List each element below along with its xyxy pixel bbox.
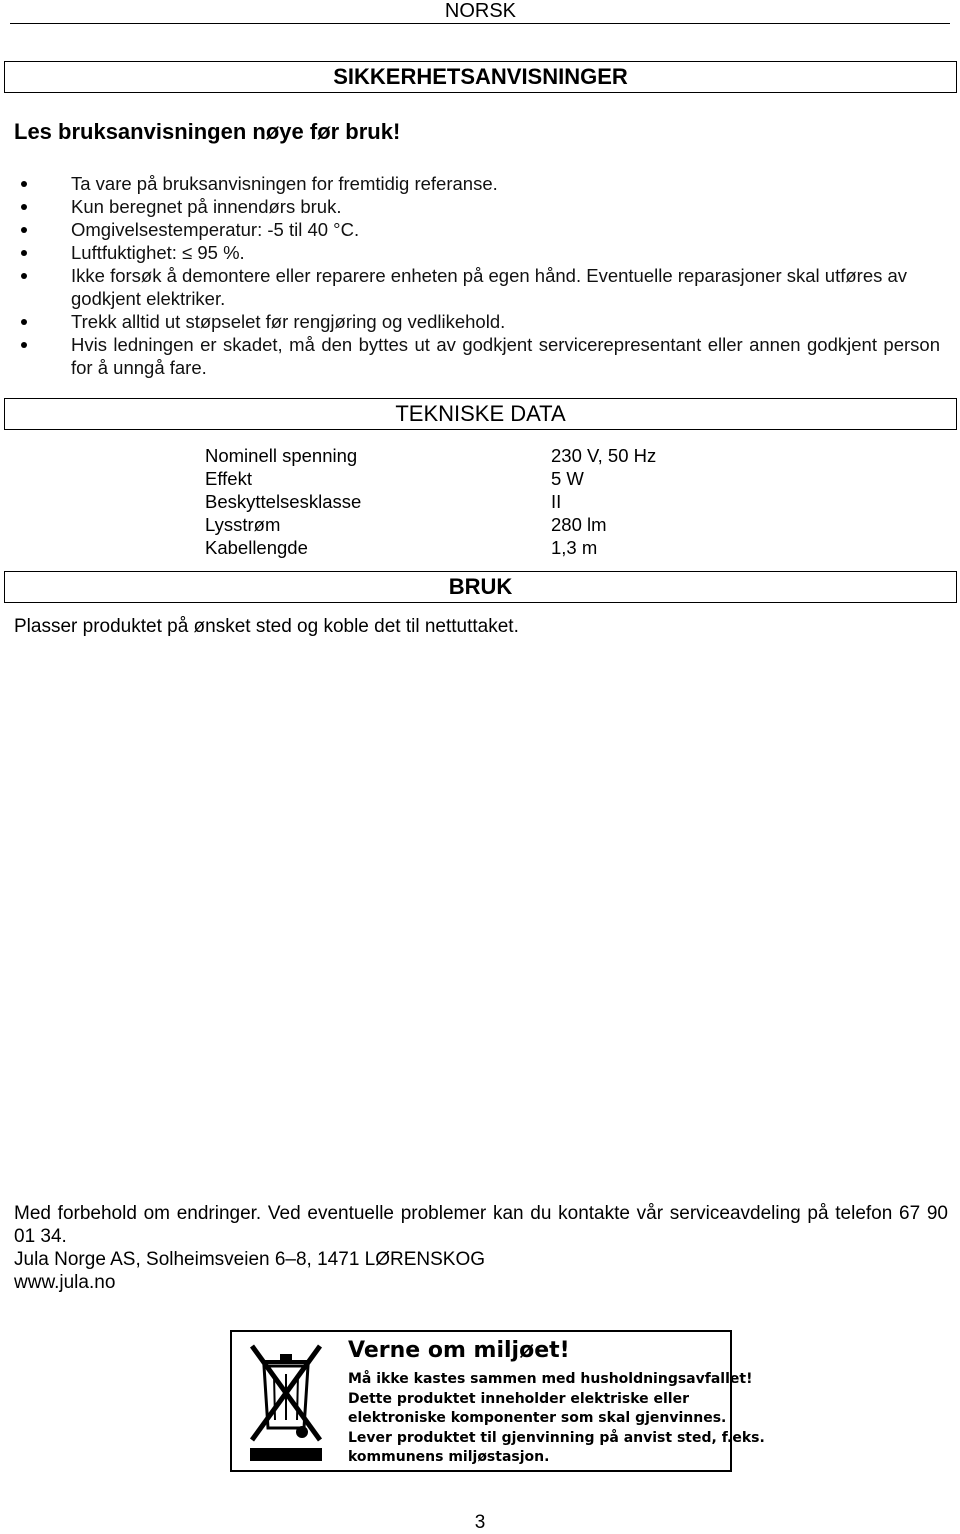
usage-heading-box: [4, 571, 957, 603]
footer-info: [14, 1202, 948, 1294]
spec-row: Kabellengde 1,3 m: [205, 537, 598, 558]
crossed-out-wheelie-bin-icon: [244, 1340, 328, 1464]
safety-heading: SIKKERHETSANVISNINGER: [333, 64, 628, 89]
header-divider: [10, 23, 950, 24]
safety-heading-box: [4, 61, 957, 93]
spec-row: Lysstrøm 280 lm: [205, 514, 607, 535]
safety-list: [0, 172, 950, 379]
spec-row: Nominell spenning 230 V, 50 Hz: [205, 445, 657, 466]
spec-table: [205, 444, 656, 559]
safety-item: Luftfuktighet: ≤ 95 %.: [0, 241, 950, 264]
spec-row: Beskyttelsesklasse II: [205, 491, 562, 512]
environment-title: Verne om miljøet!: [348, 1338, 570, 1363]
bullet-icon: [21, 227, 27, 233]
environment-text: Må ikke kastes sammen med husholdningsavfallet! Dette produktet inneholder elektriske eller elektroniske komponenter som skal gjenvinnes. Lever produktet til gjenvinning på anvist sted, f.eks. kommunens miljøstasjon.: [348, 1371, 765, 1465]
safety-item: Hvis ledningen er skadet, må den byttes ut av godkjent servicerepresentant eller annen godkjent person for å unngå fare.: [0, 333, 950, 379]
safety-item: Ikke forsøk å demontere eller reparere enheten på egen hånd. Eventuelle reparasjoner skal utføres av godkjent elektriker.: [0, 264, 950, 310]
bullet-icon: [21, 342, 27, 348]
bullet-icon: [21, 181, 27, 187]
technical-heading-box: [4, 398, 957, 430]
safety-item: Trekk alltid ut støpselet før rengjøring og vedlikehold.: [0, 310, 950, 333]
safety-item: Omgivelsestemperatur: -5 til 40 °C.: [0, 218, 950, 241]
environment-notice: [230, 1330, 765, 1472]
header-language: NORSK: [444, 0, 516, 22]
bullet-icon: [21, 204, 27, 210]
bullet-icon: [21, 319, 27, 325]
usage-heading: BRUK: [448, 574, 513, 599]
bullet-icon: [21, 273, 27, 279]
bullet-icon: [21, 250, 27, 256]
footer-address: Jula Norge AS, Solheimsveien 6–8, 1471 LØRENSKOG: [14, 1249, 486, 1270]
spec-row: Effekt 5 W: [205, 468, 584, 489]
safety-item: Kun beregnet på innendørs bruk.: [0, 195, 950, 218]
footer-website: www.jula.no: [14, 1272, 116, 1293]
usage-text: Plasser produktet på ønsket sted og koble det til nettuttaket.: [14, 616, 519, 637]
technical-heading: TEKNISKE DATA: [395, 401, 566, 426]
safety-intro: Les bruksanvisningen nøye før bruk!: [14, 119, 401, 144]
page-number: 3: [474, 1512, 486, 1533]
safety-item: Ta vare på bruksanvisningen for fremtidig referanse.: [0, 172, 950, 195]
footer-service-note: Med forbehold om endringer. Ved eventuelle problemer kan du kontakte vår serviceavdeling på telefon 67 90 01 34.: [14, 1203, 948, 1247]
